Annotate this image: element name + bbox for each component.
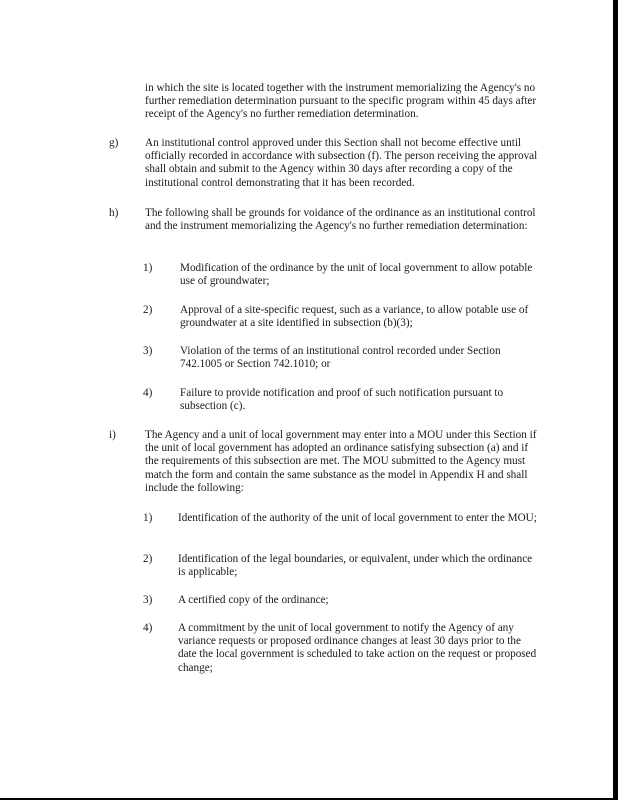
section-h-item-3-text: Violation of the terms of an institutional control recorded under Section 742.1005 or Section 742.1010; or [180, 345, 501, 371]
section-h-item-4-text: Failure to provide notification and proof of such notification pursuant to subsection (c). [180, 387, 504, 413]
section-i-item-4-text: A commitment by the unit of local government to notify the Agency of any variance requests or proposed ordinance changes at least 30 days prior to the date the local government is scheduled to take action on the request or proposed change; [178, 622, 537, 674]
section-i-text: The Agency and a unit of local government may enter into a MOU under this Section if the unit of local government has adopted an ordinance satisfying subsection (a) and if the requirements of this subsection are met. The MOU submitted to the Agency must match the form and contain the same substance as the model in Appendix H and shall include the following: [145, 429, 537, 494]
section-h-item-2-text: Approval of a site-specific request, such as a variance, to allow potable use of groundwater at a site identified in subsection (b)(3); [180, 304, 529, 330]
section-h-item-3-label: 3) [143, 345, 153, 357]
section-i-label: i) [109, 429, 116, 441]
section-i-item-4-label: 4) [143, 622, 153, 634]
intro-paragraph: in which the site is located together with the instrument memorializing the Agency's no further remediation determination pursuant to the specific program within 45 days after receipt of the Agency's no further remediation determination. [145, 82, 537, 121]
section-h-item-1-text: Modification of the ordinance by the unit of local government to allow potable use of groundwater; [180, 262, 533, 288]
section-i-item-2-text: Identification of the legal boundaries, or equivalent, under which the ordinance is applicable; [178, 553, 533, 579]
section-h-item-2-label: 2) [143, 304, 153, 316]
scan-edge [613, 0, 618, 798]
section-h-text: The following shall be grounds for voidance of the ordinance as an institutional control and the instrument memorializing the Agency's no further remediation determination: [145, 207, 536, 233]
section-i-item-3-label: 3) [143, 594, 153, 606]
section-g-text: An institutional control approved under this Section shall not become effective until officially recorded in accordance with subsection (f). The person receiving the approval shall obtain and submit to the Agency within 30 days after recording a copy of the institutional control demonstrating that it has been recorded. [145, 137, 538, 189]
section-h-label: h) [109, 207, 119, 219]
section-g-label: g) [109, 137, 119, 149]
section-i-item-3-text: A certified copy of the ordinance; [178, 594, 329, 606]
section-h-item-4-label: 4) [143, 387, 153, 399]
section-h-item-1-label: 1) [143, 262, 153, 274]
section-i-item-2-label: 2) [143, 553, 153, 565]
section-i-item-1-label: 1) [143, 512, 153, 524]
section-i-item-1-text: Identification of the authority of the unit of local government to enter the MOU; [178, 512, 537, 524]
